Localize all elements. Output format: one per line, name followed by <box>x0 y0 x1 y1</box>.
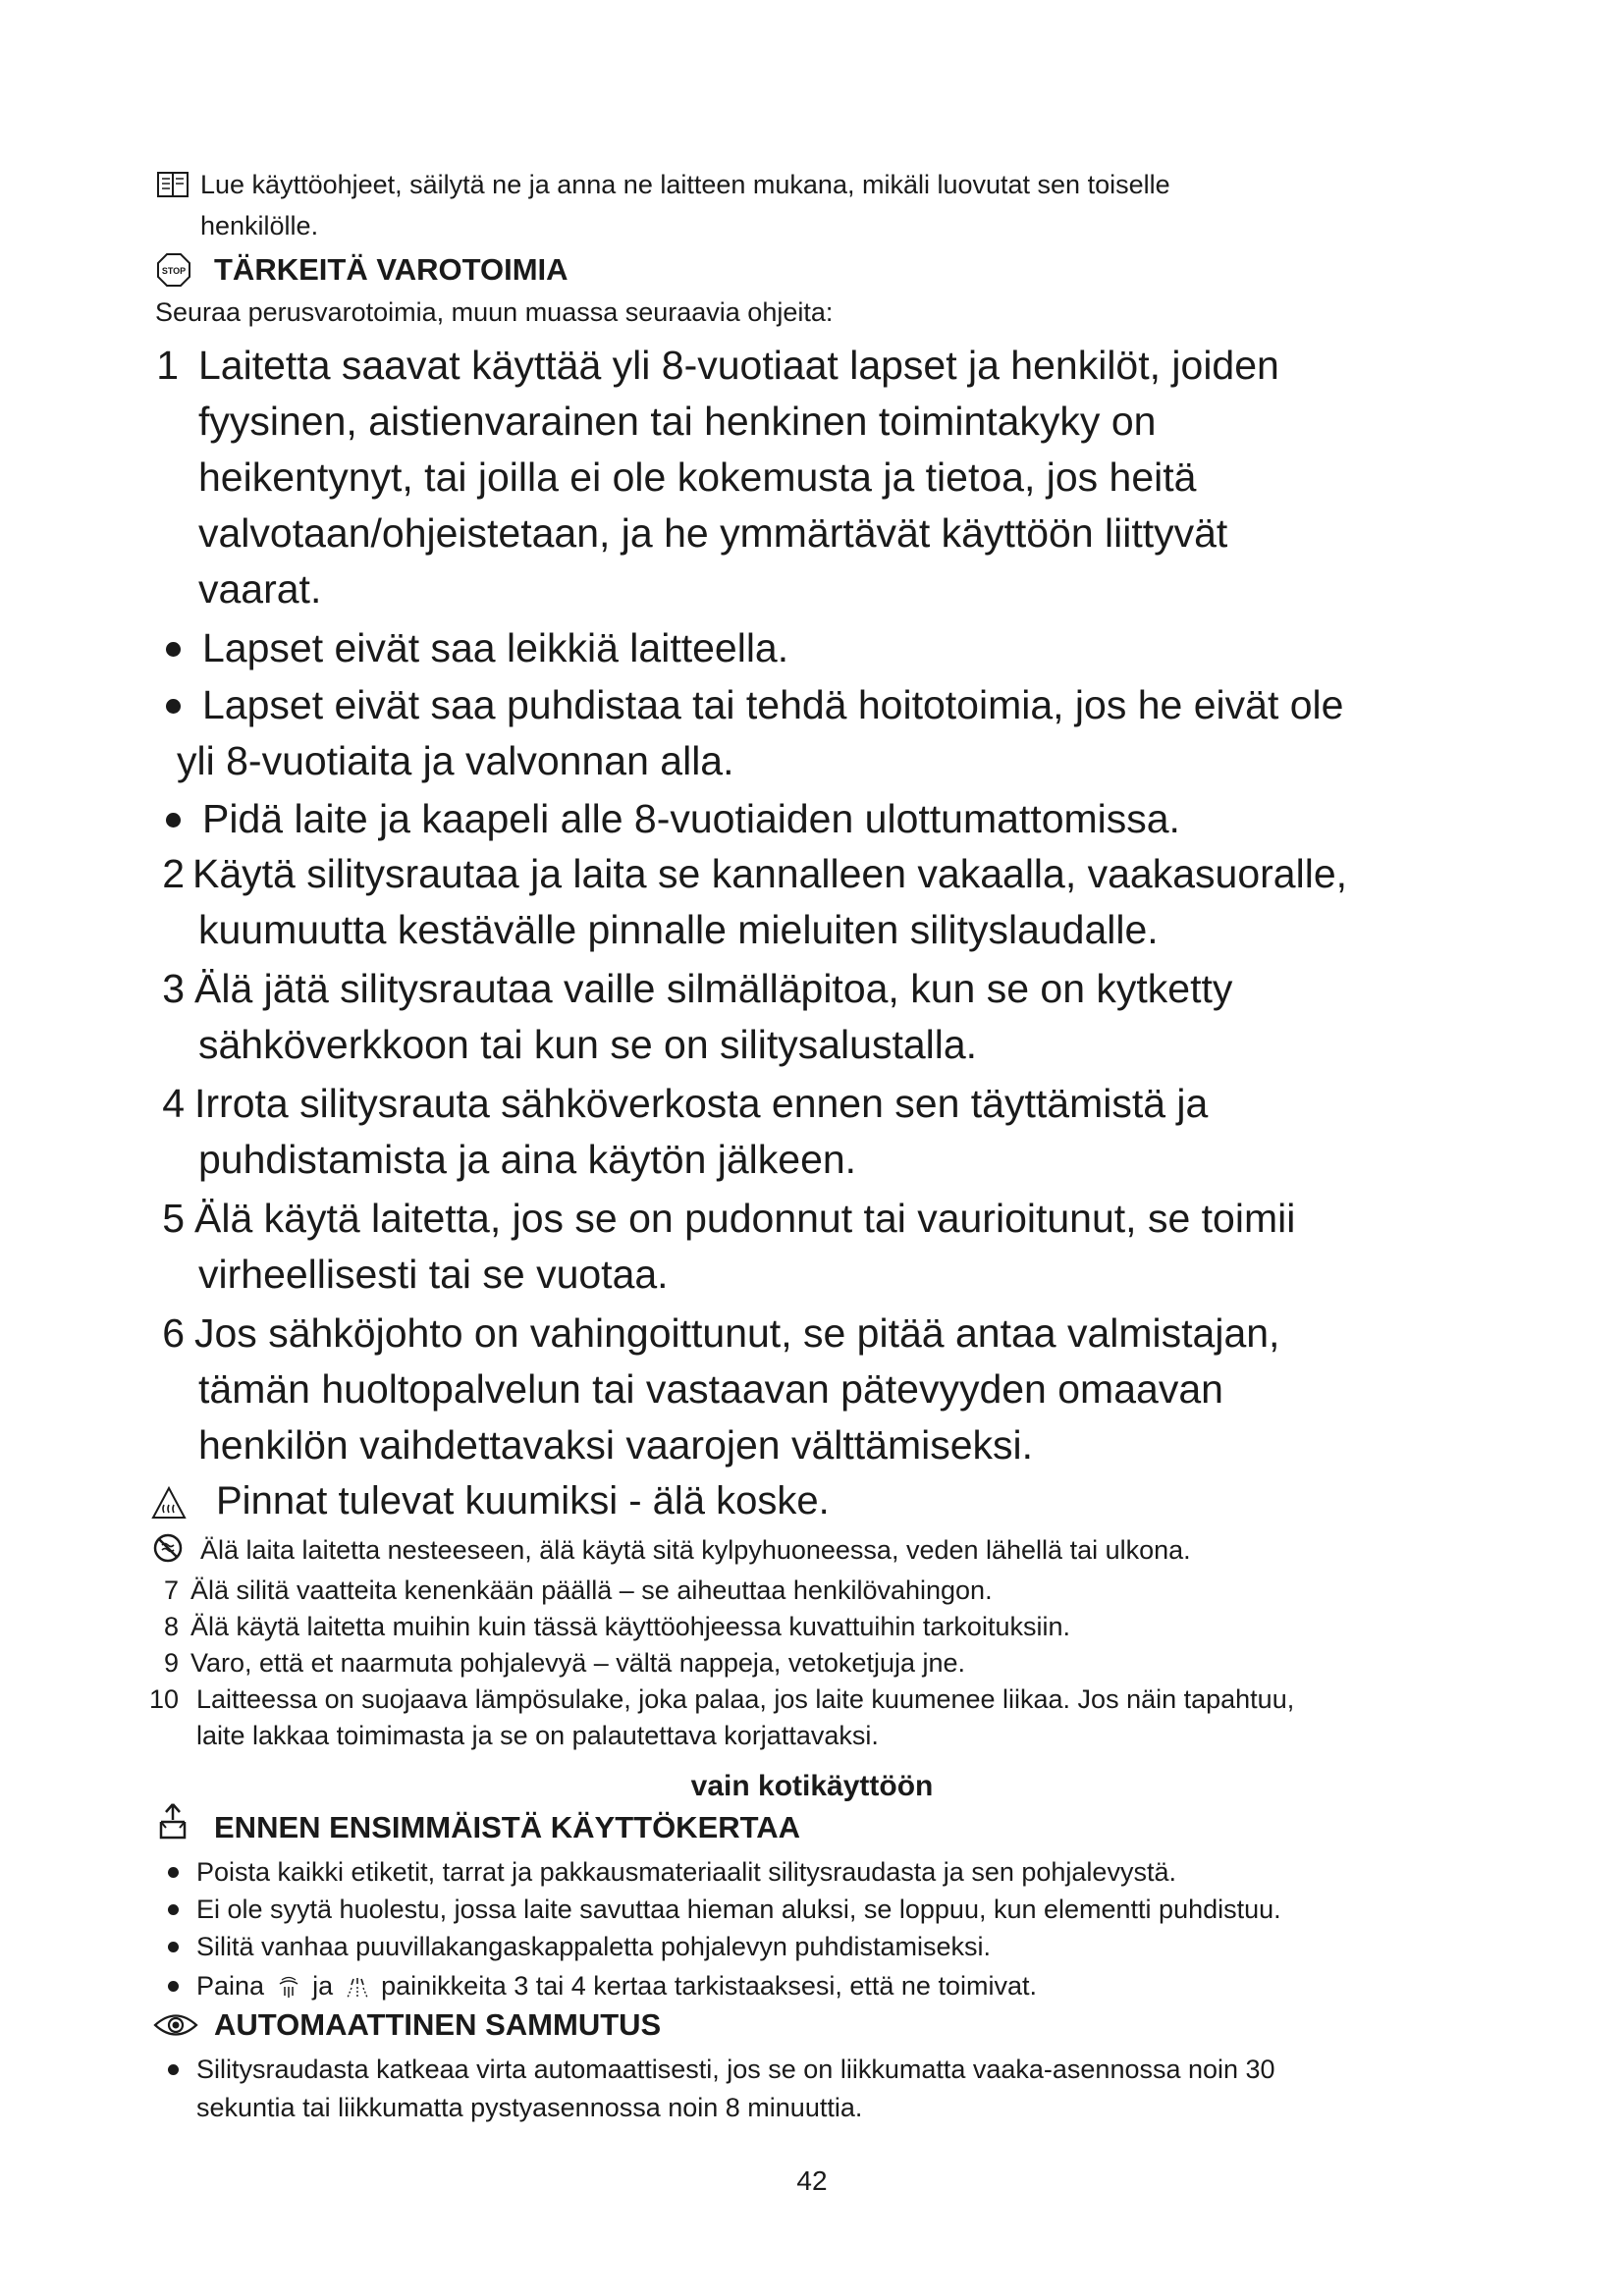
bullet-icon <box>166 813 181 828</box>
item-4-line-1: Irrota silitysrauta sähköverkosta ennen sen täyttämistä ja <box>194 1081 1209 1126</box>
bullet-line: Lapset eivät saa puhdistaa tai tehdä hoitotoimia, jos he eivät ole <box>202 682 1344 727</box>
auto-off-line-2: sekuntia tai liikkumatta pystyasennossa noin 8 minuuttia. <box>196 2093 863 2122</box>
press-text-before: Paina <box>196 1971 265 2001</box>
item-number: 5 <box>162 1196 185 1241</box>
press-text-after: painikkeita 3 tai 4 kertaa tarkistaaksesi, että ne toimivat. <box>381 1971 1037 2001</box>
first-use-heading: ENNEN ENSIMMÄISTÄ KÄYTTÖKERTAA <box>214 1810 801 1844</box>
item-10-line-1: Laitteessa on suojaava lämpösulake, joka palaa, jos laite kuumenee liikaa. Jos näin tapahtuu, <box>196 1684 1295 1714</box>
item-2-line-1: Käytä silitysrautaa ja laita se kannalleen vakaalla, vaakasuoralle, <box>192 851 1348 896</box>
first-use-bullet: Poista kaikki etiketit, tarrat ja pakkausmateriaalit silitysraudasta ja sen pohjalevystä. <box>196 1857 1176 1887</box>
stop-icon <box>157 253 190 287</box>
page-number: 42 <box>796 2165 828 2196</box>
unpack-box-icon <box>157 1802 189 1840</box>
item-6-line-2: tämän huoltopalvelun tai vastaavan pätevyyden omaavan <box>198 1366 1223 1412</box>
item-1-line-1: Laitetta saavat käyttää yli 8-vuotiaat lapset ja henkilöt, joiden <box>198 343 1279 388</box>
item-2-line-2: kuumuutta kestävälle pinnalle mieluiten silityslaudalle. <box>198 907 1159 952</box>
auto-off-heading: AUTOMAATTINEN SAMMUTUS <box>214 2007 662 2042</box>
bullet-line: Lapset eivät saa leikkiä laitteella. <box>202 625 789 670</box>
item-5-line-1: Älä käytä laitetta, jos se on pudonnut tai vaurioitunut, se toimii <box>194 1196 1296 1241</box>
item-number: 6 <box>162 1310 185 1356</box>
item-5-line-2: virheellisesti tai se vuotaa. <box>198 1252 669 1297</box>
item-number: 9 <box>163 1648 179 1678</box>
hot-surface-warning-text: Pinnat tulevat kuumiksi - älä koske. <box>216 1479 830 1522</box>
item-1-line-4: valvotaan/ohjeistetaan, ja he ymmärtävät käyttöön liittyvät <box>198 510 1228 556</box>
item-number: 10 <box>148 1684 179 1714</box>
bullet-icon <box>166 699 181 714</box>
item-3-line-2: sähköverkkoon tai kun se on silitysalustalla. <box>198 1022 978 1067</box>
item-8-line: Älä käytä laitetta muihin kuin tässä käyttöohjeessa kuvattuihin tarkoituksiin. <box>190 1612 1070 1641</box>
item-1-line-3: heikentynyt, tai joilla ei ole kokemusta ja tietoa, jos heitä <box>198 454 1197 500</box>
bullet-icon <box>166 642 181 657</box>
book-icon <box>157 171 189 198</box>
item-4-line-2: puhdistamista ja aina käytön jälkeen. <box>198 1137 857 1182</box>
item-number: 2 <box>162 851 185 896</box>
first-use-bullet: Ei ole syytä huolestu, jossa laite savuttaa hieman aluksi, se loppuu, kun elementti puhdistuu. <box>196 1895 1281 1924</box>
bullet-line-continued: yli 8-vuotiaita ja valvonnan alla. <box>177 738 734 783</box>
first-use-press-line <box>196 1968 1037 2003</box>
safety-lead: Seuraa perusvarotoimia, muun muassa seuraavia ohjeita: <box>155 297 834 327</box>
bullet-icon <box>168 1942 179 1952</box>
bullet-line: Pidä laite ja kaapeli alle 8-vuotiaiden ulottumattomissa. <box>202 796 1180 841</box>
household-note: vain kotikäyttöön <box>690 1770 934 1802</box>
bullet-icon <box>168 1904 179 1915</box>
bullet-icon <box>168 1981 179 1992</box>
spray-icon <box>343 1974 372 2002</box>
safety-heading: TÄRKEITÄ VAROTOIMIA <box>214 252 568 287</box>
item-number: 8 <box>163 1612 179 1641</box>
bullet-icon <box>168 1867 179 1878</box>
item-number: 7 <box>163 1575 179 1605</box>
no-water-icon <box>153 1533 183 1563</box>
eye-icon <box>153 2012 198 2038</box>
item-6-line-1: Jos sähköjohto on vahingoittunut, se pitää antaa valmistajan, <box>194 1310 1280 1356</box>
hot-surface-warning-icon <box>151 1486 187 1520</box>
item-1-line-2: fyysinen, aistienvarainen tai henkinen toimintakyky on <box>198 399 1157 444</box>
item-number: 3 <box>162 966 185 1011</box>
bullet-icon <box>168 2064 179 2075</box>
stop-icon-text: STOP <box>161 266 187 276</box>
auto-off-line-1: Silitysraudasta katkeaa virta automaattisesti, jos se on liikkumatta vaaka-asennossa noin 30 <box>196 2055 1275 2084</box>
item-number: 4 <box>162 1081 185 1126</box>
steam-burst-icon <box>276 1974 301 2002</box>
item-1-line-5: vaarat. <box>198 566 322 612</box>
no-water-text: Älä laita laitetta nesteeseen, älä käytä sitä kylpyhuoneessa, veden lähellä tai ulkona. <box>200 1535 1191 1565</box>
press-text-middle: ja <box>312 1971 334 2001</box>
item-7-line: Älä silitä vaatteita kenenkään päällä – se aiheuttaa henkilövahingon. <box>190 1575 993 1605</box>
intro-line-1: Lue käyttöohjeet, säilytä ne ja anna ne laitteen mukana, mikäli luovutat sen toiselle <box>200 170 1170 199</box>
intro-line-2: henkilölle. <box>200 211 319 240</box>
item-10-line-2: laite lakkaa toimimasta ja se on palautettava korjattavaksi. <box>196 1721 879 1750</box>
first-use-bullet: Silitä vanhaa puuvillakangaskappaletta pohjalevyn puhdistamiseksi. <box>196 1932 992 1961</box>
item-9-line: Varo, että et naarmuta pohjalevyä – vältä nappeja, vetoketjuja jne. <box>190 1648 966 1678</box>
item-6-line-3: henkilön vaihdettavaksi vaarojen välttämiseksi. <box>198 1422 1034 1468</box>
item-3-line-1: Älä jätä silitysrautaa vaille silmälläpitoa, kun se on kytketty <box>194 966 1233 1011</box>
item-number: 1 <box>156 343 179 388</box>
